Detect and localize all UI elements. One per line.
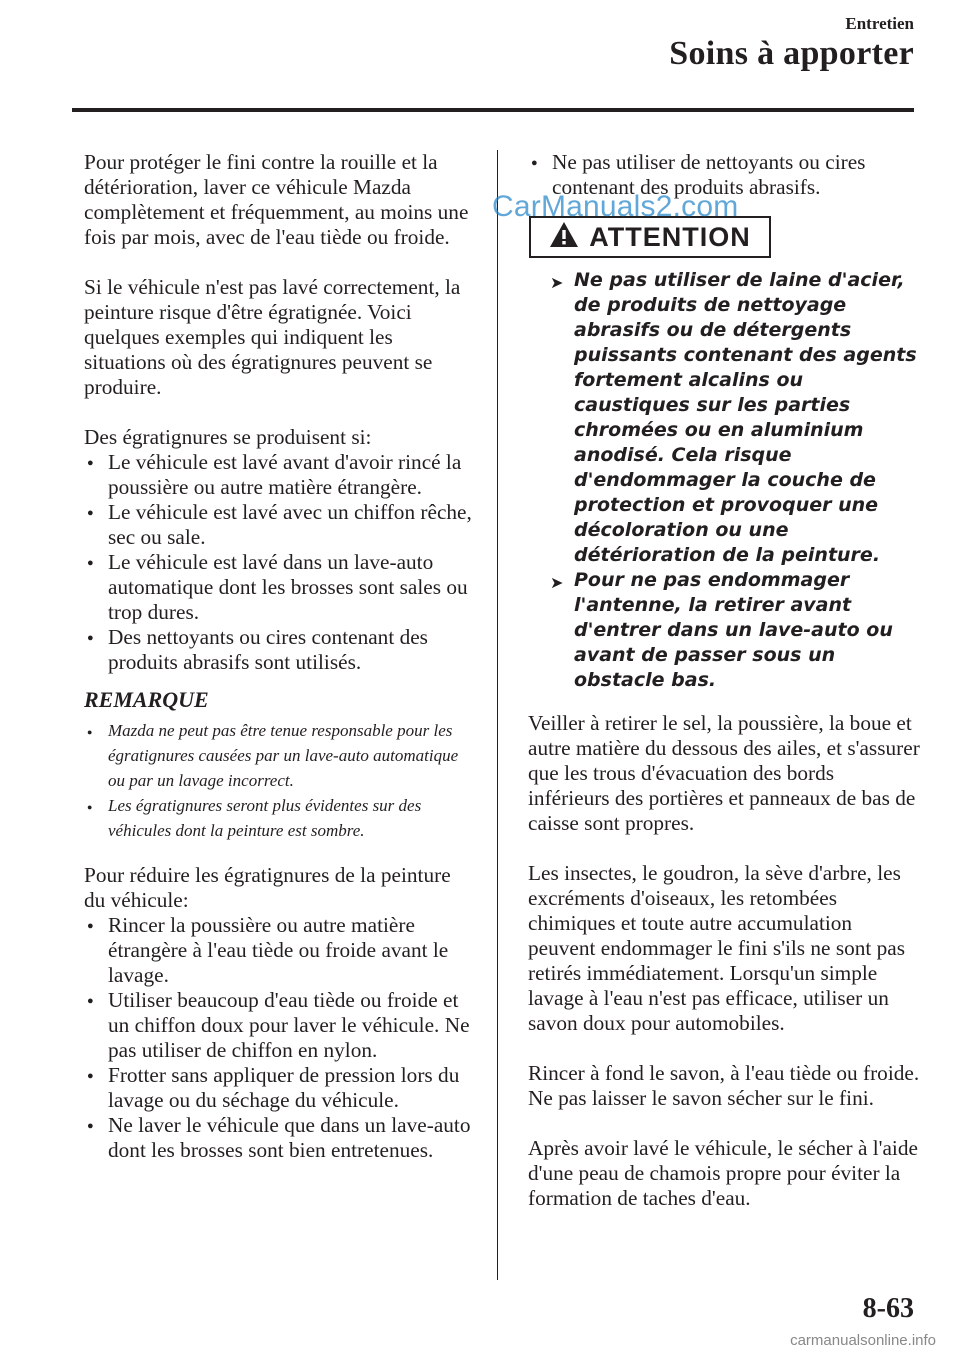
paragraph-causes-heading: Des égratignures se produisent si: (84, 425, 372, 449)
left-column (84, 150, 474, 1163)
paragraph-rinse: Rincer à fond le savon, à l'eau tiède ou froide. Ne pas laisser le savon sécher sur le fini. (528, 1061, 920, 1110)
note-item: ● Les égratignures seront plus évidentes sur des véhicules dont la peinture est sombre. (84, 793, 474, 843)
note-title: REMARQUE (84, 687, 209, 712)
list-item: ● Ne laver le véhicule que dans un lave-auto dont les brosses sont bien entretenues. (84, 1113, 474, 1163)
page-header (669, 14, 914, 73)
attention-list (528, 268, 920, 693)
attention-item (528, 568, 920, 693)
header-rule (72, 108, 914, 112)
section-name: Entretien (845, 14, 914, 33)
note-item: ● Mazda ne peut pas être tenue responsable pour les égratignures causées par un lave-auto automatique ou par un lavage incorrect. (84, 718, 474, 793)
attention-item (528, 268, 920, 568)
list-item: ● Rincer la poussière ou autre matière étrangère à l'eau tiède ou froide avant le lavage. (84, 913, 474, 988)
page-title: Soins à apporter (669, 35, 914, 72)
causes-list (84, 450, 474, 675)
list-item: ● Le véhicule est lavé avec un chiffon rêche, sec ou sale. (84, 500, 474, 550)
arrowhead-icon: ➤ (550, 573, 564, 592)
right-column (528, 150, 920, 1236)
reduce-list (84, 913, 474, 1163)
watermark: CarManuals2.com (492, 190, 739, 223)
list-item: ● Le véhicule est lavé dans un lave-auto automatique dont les brosses sont sales ou trop dures. (84, 550, 474, 625)
paragraph-intro: Pour protéger le fini contre la rouille et la détérioration, laver ce véhicule Mazda complètement et fréquemment, au moins une fois par mois, avec de l'eau tiède ou froide. (84, 150, 469, 249)
paragraph-salt: Veiller à retirer le sel, la poussière, la boue et autre matière du dessous des ailes, et s'assurer que les trous d'évacuation des bords inférieurs des portières et panneaux de bas de caisse sont propres. (528, 711, 920, 835)
attention-label: ATTENTION (589, 221, 751, 252)
list-item: ● Ne pas utiliser de nettoyants ou cires contenant des produits abrasifs. (528, 150, 920, 200)
footer-watermark: carmanualsonline.info (790, 1332, 936, 1349)
list-item: ● Le véhicule est lavé avant d'avoir rincé la poussière ou autre matière étrangère. (84, 450, 474, 500)
page-number: 8-63 (862, 1293, 914, 1324)
warning-triangle-icon (549, 221, 579, 254)
list-item: ● Des nettoyants ou cires contenant des produits abrasifs sont utilisés. (84, 625, 474, 675)
list-item: ● Utiliser beaucoup d'eau tiède ou froide et un chiffon doux pour laver le véhicule. Ne pas utiliser de chiffon en nylon. (84, 988, 474, 1063)
note-list (84, 718, 474, 843)
arrowhead-icon: ➤ (550, 273, 564, 292)
attention-item-text: Pour ne pas endommager l'antenne, la retirer avant d'entrer dans un lave-auto ou avant de passer sous un obstacle bas. (574, 569, 893, 691)
column-divider (497, 150, 498, 1280)
paragraph-scratches: Si le véhicule n'est pas lavé correctement, la peinture risque d'être égratignée. Voici quelques exemples qui indiquent les situations où des égratignures peuvent se produire. (84, 275, 461, 399)
attention-item-text: Ne pas utiliser de laine d'acier, de produits de nettoyage abrasifs ou de détergents puissants contenant des agents fortement alcalins ou caustiques sur les parties chromées ou en aluminium anodisé. Cela risque d'endommager la couche de protection et provoquer une décoloration ou une détérioration de la peinture. (574, 269, 917, 566)
paragraph-reduce-heading: Pour réduire les égratignures de la peinture du véhicule: (84, 863, 451, 912)
list-item: ● Frotter sans appliquer de pression lors du lavage ou du séchage du véhicule. (84, 1063, 474, 1113)
paragraph-dry: Après avoir lavé le véhicule, le sécher à l'aide d'une peau de chamois propre pour éviter la formation de taches d'eau. (528, 1136, 918, 1210)
paragraph-insects: Les insectes, le goudron, la sève d'arbre, les excréments d'oiseaux, les retombées chimiques et toute autre accumulation peuvent endommager le fini s'ils ne sont pas retirés immédiatement. Lorsqu'un simple lavage à l'eau n'est pas efficace, utiliser un savon doux pour automobiles. (528, 861, 906, 1035)
